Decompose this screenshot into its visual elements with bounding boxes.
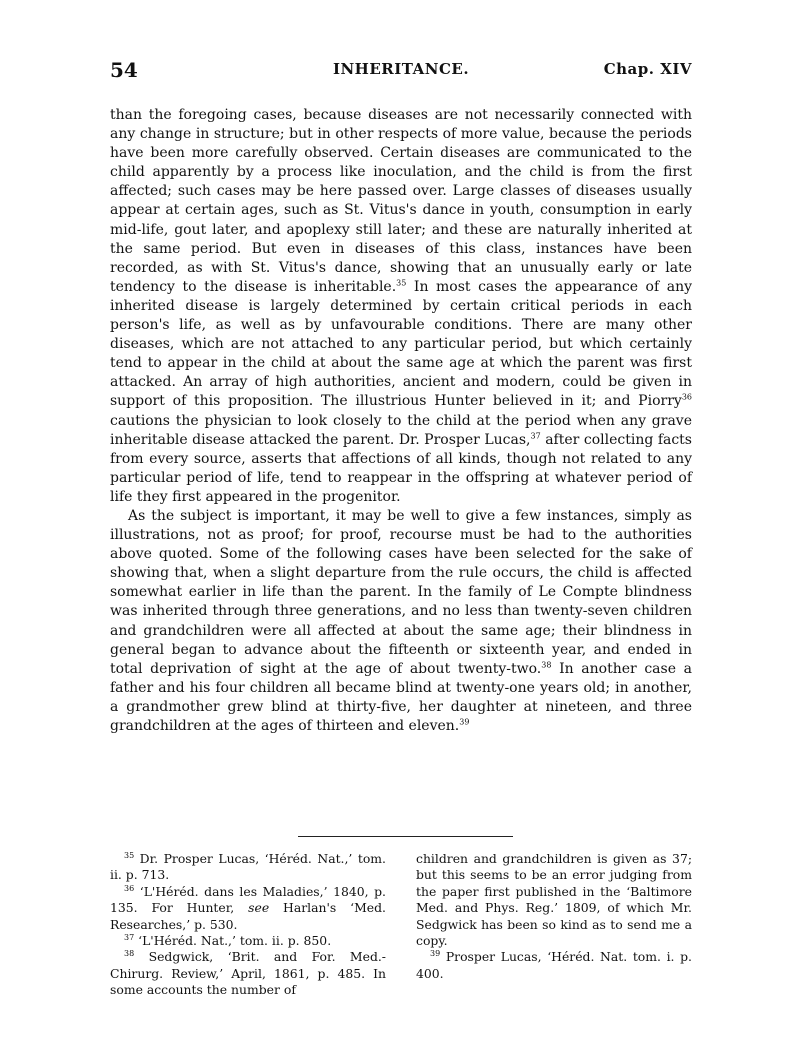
- footnote-column-left: [110, 851, 386, 999]
- text-run: cautions the physician to look closely to the child at the period when any grave inheritable disease attacked the parent. Dr. Prosper Lucas,: [110, 412, 692, 448]
- footnote-divider: [298, 836, 513, 837]
- footnote-mark: 37: [124, 932, 135, 942]
- footnote-text: Prosper Lucas, ‘Héréd. Nat. tom. i. p. 400.: [416, 949, 692, 981]
- footnote-text: Sedgwick, ‘Brit. and For. Med.-Chirurg. Review,’ April, 1861, p. 485. In some accounts the number of: [110, 949, 386, 998]
- footnote-mark: 36: [124, 883, 135, 893]
- footnote-italic: see: [248, 900, 270, 916]
- main-text: [110, 106, 692, 736]
- footnote-ref-38: 38: [541, 660, 552, 670]
- text-run: In another case a father and his four children all became blind at twenty-one years old; in another, a grandmother grew blind at thirty-five, her daughter at nineteen, and three grandchildren at the ages of thirteen and eleven.: [110, 660, 692, 734]
- text-run: than the foregoing cases, because diseases are not necessarily connected with any change in structure; but in other respects of more value, because the periods have been more carefully observed. Certain diseases are communicated to the child apparently by a process like inoculation, and the child is from the first affected; such cases may be here passed over. Large classes of diseases usually appear at certain ages, such as St. Vitus's dance in youth, consumption in early mid-life, gout later, and apoplexy still later; and these are naturally inherited at the same period. But even in diseases of this class, instances have been recorded, as with St. Vitus's dance, showing that an unusually early or late tendency to the disease is inheritable.: [110, 107, 692, 295]
- footnote-text: Harlan's ‘Med. Researches,’ p. 530.: [110, 900, 386, 932]
- footnote-ref-35: 35: [396, 278, 407, 288]
- page-number: 54: [110, 58, 138, 82]
- footnote-mark: 35: [124, 850, 135, 860]
- footnote-ref-39: 39: [459, 717, 470, 727]
- footnote-39: [416, 949, 692, 982]
- footnote-text: Dr. Prosper Lucas, ‘Héréd. Nat.,’ tom. ii. p. 713.: [110, 851, 386, 883]
- chapter-label: Chap. XIV: [603, 60, 692, 78]
- footnotes: [110, 851, 692, 999]
- text-run: In most cases the appearance of any inherited disease is largely determined by certain critical periods in each person's life, as well as by unfavourable conditions. There are many other diseases, which are not attached to any particular period, but which certainly tend to appear in the child at about the same age at which the parent was first attacked. An array of high authorities, ancient and modern, could be given in support of this proposition. The illustrious Hunter believed in it; and Piorry: [110, 278, 692, 410]
- footnote-text: ‘L'Héréd. dans les Maladies,’ 1840, p. 135. For Hunter,: [110, 883, 386, 916]
- paragraph-2: [110, 507, 692, 736]
- paragraph-1: [110, 106, 692, 507]
- footnote-36: [110, 884, 386, 933]
- book-page: [110, 58, 692, 998]
- footnote-ref-36: 36: [681, 392, 692, 402]
- footnote-38-continued: [416, 851, 692, 949]
- footnote-column-right: [416, 851, 692, 999]
- running-header: [110, 58, 692, 88]
- running-title: INHERITANCE.: [332, 60, 470, 78]
- text-run: As the subject is important, it may be well to give a few instances, simply as illustrations, not as proof; for proof, recourse must be had to the authorities above quoted. Some of the following cases have been selected for the sake of showing that, when a slight departure from the rule occurs, the child is affected somewhat earlier in life than the parent. In the family of Le Compte blindness was inherited through three generations, and no less than twenty-seven children and grandchildren were all affected at about the same age; their blindness in general began to advance about the fifteenth or sixteenth year, and ended in total deprivation of sight at the age of about twenty-two.: [110, 507, 692, 677]
- footnote-38: [110, 949, 386, 998]
- footnote-37: [110, 933, 386, 949]
- footnote-text: ‘L'Héréd. Nat.,’ tom. ii. p. 850.: [134, 933, 332, 949]
- footnote-mark: 38: [124, 949, 135, 959]
- footnote-mark: 39: [430, 949, 441, 959]
- footnote-text: children and grandchildren is given as 37; but this seems to be an error judging from the paper first published in the ‘Baltimore Med. and Phys. Reg.’ 1809, of which Mr. Sedgwick has been so kind as to send me a copy.: [416, 851, 692, 949]
- footnote-35: [110, 851, 386, 884]
- text-run: after collecting facts from every source, asserts that affections of all kinds, though not related to any particular period of life, tend to reappear in the offspring at whatever period of life they first appeared in the progenitor.: [110, 431, 692, 505]
- footnote-ref-37: 37: [530, 430, 541, 440]
